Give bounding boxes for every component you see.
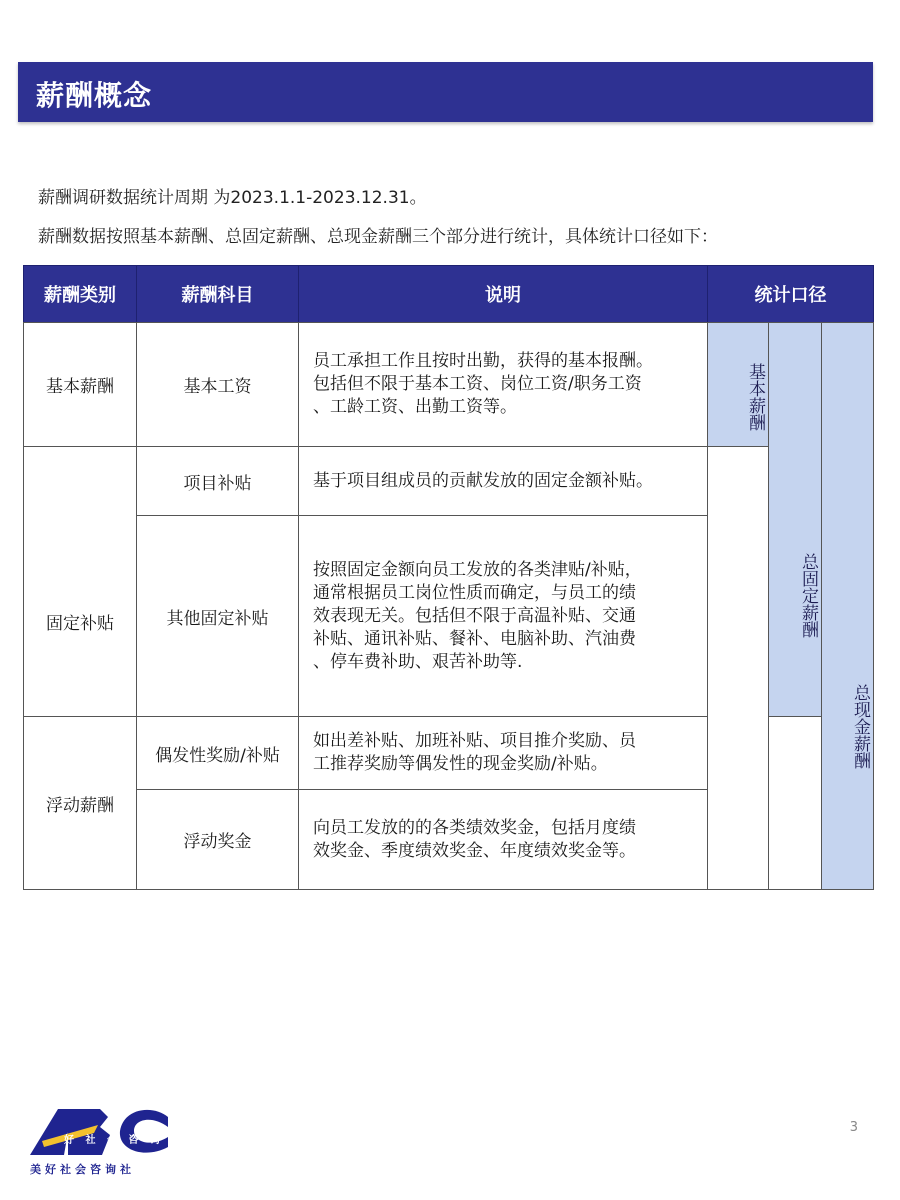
item-floating-bonus: 浮动奖金 [136,789,299,890]
category-fixed-allowance: 固定补贴 [23,446,137,717]
company-name: 美好社会咨询社 [30,1163,135,1176]
category-variable-pay: 浮动薪酬 [23,716,137,890]
description-line: 效奖金、季度绩效奖金、年度绩效奖金等。 [313,840,636,861]
intro-method: 薪酬数据按照基本薪酬、总固定薪酬、总现金薪酬三个部分进行统计，具体统计口径如下： [38,227,718,247]
description-occasional-bonus [298,716,708,790]
description-line: 按照固定金额向员工发放的各类津贴/补贴， [313,559,642,580]
description-project-allowance [298,446,708,516]
header-description: 说明 [298,265,708,323]
item-occasional-bonus: 偶发性奖励/补贴 [136,716,299,790]
intro-period: 薪酬调研数据统计周期 为2023.1.1-2023.12.31。 [38,188,427,208]
scope-total-fixed: 总固定薪酬 [768,322,822,717]
scope-base-empty [707,446,769,890]
scope-total-cash: 总现金薪酬 [821,322,874,890]
title-bar [18,62,873,122]
description-line: 如出差补贴、加班补贴、项目推介奖励、员 [313,731,636,751]
item-other-fixed-allowance: 其他固定补贴 [136,515,299,717]
description-line: 通常根据员工岗位性质而确定，与员工的绩 [313,582,636,603]
header-item: 薪酬科目 [136,265,299,323]
item-basic-wage: 基本工资 [136,322,299,447]
scope-base-salary: 基本薪酬 [707,322,769,447]
description-line: 员工承担工作且按时出勤，获得的基本报酬。 [313,351,653,371]
header-category: 薪酬类别 [23,265,137,323]
description-line: 效表现无关。包括但不限于高温补贴、交通 [313,605,636,626]
description-other-fixed-allowance [298,515,708,717]
logo-tagline: 好 社 会 咨 询 社 [64,1135,186,1146]
item-project-allowance: 项目补贴 [136,446,299,516]
page-title: 薪酬概念 [36,79,153,112]
description-line: 、停车费补助、艰苦补助等. [313,651,523,672]
page-number: 3 [849,1120,858,1135]
compensation-table [23,265,874,890]
description-line: 包括但不限于基本工资、岗位工资/职务工资 [313,374,642,394]
description-line: 补贴、通讯补贴、餐补、电脑补助、汽油费 [313,628,636,649]
description-line: 、工龄工资、出勤工资等。 [313,397,517,417]
description-floating-bonus [298,789,708,890]
category-base-salary: 基本薪酬 [23,322,137,447]
description-line: 向员工发放的的各类绩效奖金，包括月度绩 [313,817,636,838]
description-line: 基于项目组成员的贡献发放的固定金额补贴。 [313,470,653,491]
description-basic-wage [298,322,708,447]
company-logo [28,1105,188,1180]
scope-fixed-empty [768,716,822,890]
description-line: 工推荐奖励等偶发性的现金奖励/补贴。 [313,754,608,774]
header-scope: 统计口径 [707,265,874,323]
